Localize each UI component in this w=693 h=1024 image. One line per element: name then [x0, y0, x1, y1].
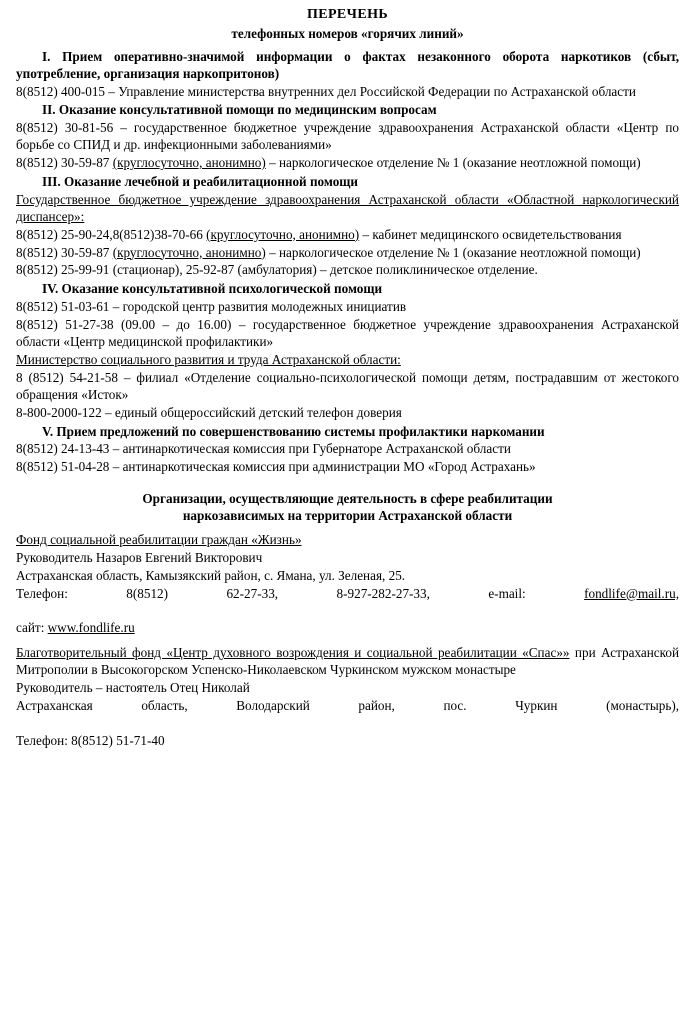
note-roundclock-anon: (круглосуточно, анонимно) [112, 244, 266, 260]
phone-number-2: 8-927-282-27-33, [336, 585, 430, 601]
section-4-line-5: 8-800-2000-122 – единый общероссийский детский телефон доверия [16, 404, 402, 420]
organization-2-name-tail: при Астраханской Митрополии в Высокогорском Успенско-Николаевском Чуркинском мужском монастыре [16, 645, 680, 678]
organization-1-contacts [16, 586, 679, 620]
organization-2-address [16, 698, 679, 732]
page-subtitle: телефонных номеров «горячих линий» [231, 25, 464, 41]
spacer [16, 638, 679, 645]
section-3-line-3: 8(8512) 30-59-87 (круглосуточно, анонимно) – наркологическое отделение № 1 (оказание неотложной помощи) [16, 244, 641, 260]
spacer [16, 477, 679, 491]
section-2-line-2: 8(8512) 30-59-87 (круглосуточно, анонимно) – наркологическое отделение № 1 (оказание неотложной помощи) [16, 155, 641, 171]
second-title-line-1: Организации, осуществляющие деятельность в сфере реабилитации [142, 491, 553, 507]
organization-1-head: Руководитель Назаров Евгений Викторович [16, 549, 263, 565]
site-label: сайт: [16, 620, 45, 636]
spacer [16, 525, 679, 532]
section-5-line-1: 8(8512) 24-13-43 – антинаркотическая комиссия при Губернаторе Астраханской области [16, 441, 511, 457]
address-part: Володарский [236, 697, 310, 713]
page-title: ПЕРЕЧЕНЬ [306, 7, 389, 22]
address-part: район, [358, 697, 395, 713]
section-5-line-2: 8(8512) 51-04-28 – антинаркотическая комиссия при администрации МО «Город Астрахань» [16, 459, 536, 475]
section-4-line-4: 8 (8512) 54-21-58 – филиал «Отделение социально-психологической помощи детям, пострадавшим от жестокого обращения «Исток» [16, 369, 679, 402]
organization-1-address: Астраханская область, Камызякский район, с. Ямана, ул. Зеленая, 25. [16, 567, 406, 583]
organization-2-head: Руководитель – настоятель Отец Николай [16, 680, 250, 696]
site-link[interactable]: www.fondlife.ru [47, 620, 135, 636]
organization-1-name: Фонд социальной реабилитации граждан «Жизнь» [16, 531, 302, 547]
address-part: Чуркин [515, 697, 558, 713]
organization-2-name [16, 645, 679, 679]
section-heading-4: IV. Оказание консультативной психологической помощи [42, 281, 383, 297]
phone-number-1: 62-27-33, [226, 585, 279, 601]
address-part: Астраханская [16, 697, 93, 713]
note-roundclock-anon: (круглосуточно, анонимно) [206, 226, 360, 242]
address-part: (монастырь), [606, 697, 680, 713]
section-heading-2: II. Оказание консультативной помощи по медицинским вопросам [42, 102, 437, 118]
section-4-ministry: Министерство социального развития и труда Астраханской области: [16, 351, 401, 367]
section-4-line-1: 8(8512) 51-03-61 – городской центр развития молодежных инициатив [16, 299, 407, 315]
section-4-line-2: 8(8512) 51-27-38 (09.00 – до 16.00) – государственное бюджетное учреждение здравоохранения Астраханской области «Центр медицинской профилактики» [16, 317, 679, 350]
section-2-line-1: 8(8512) 30-81-56 – государственное бюджетное учреждение здравоохранения Астраханской области «Центр по борьбе со СПИД и др. инфекционными заболеваниями» [16, 120, 679, 153]
title-block [16, 6, 679, 43]
section-3-org: Государственное бюджетное учреждение здравоохранения Астраханской области «Областной наркологический диспансер»: [16, 191, 679, 224]
organization-2-phone: Телефон: 8(8512) 51-71-40 [16, 732, 165, 748]
section-3-line-2: 8(8512) 25-90-24,8(8512)38-70-66 (круглосуточно, анонимно) – кабинет медицинского освидетельствования [16, 226, 622, 242]
section-heading-1: I. Прием оперативно-значимой информации о фактах незаконного оборота наркотиков (сбыт, употребление, организация наркопритонов) [16, 48, 679, 81]
email-link[interactable]: fondlife@mail.ru, [584, 585, 680, 601]
note-roundclock-anon: (круглосуточно, анонимно) [112, 155, 266, 171]
section-heading-5: V. Прием предложений по совершенствованию системы профилактики наркомании [42, 423, 545, 439]
phone-label: Телефон: [16, 585, 68, 601]
address-part: область, [141, 697, 188, 713]
second-title-line-2: наркозависимых на территории Астраханской области [182, 508, 513, 524]
section-3-line-4: 8(8512) 25-99-91 (стационар), 25-92-87 (амбулатория) – детское поликлиническое отделение. [16, 262, 538, 278]
organization-1-site [16, 620, 679, 637]
email-label: e-mail: [488, 585, 526, 601]
section-1-line-1: 8(8512) 400-015 – Управление министерства внутренних дел Российской Федерации по Астраханской области [16, 83, 636, 99]
phone-code: 8(8512) [126, 585, 169, 601]
section-heading-3: III. Оказание лечебной и реабилитационной помощи [42, 174, 359, 190]
organization-2-name-main: Благотворительный фонд «Центр духовного возрождения и социальной реабилитации «Спас»» [16, 645, 570, 661]
address-part: пос. [443, 697, 467, 713]
